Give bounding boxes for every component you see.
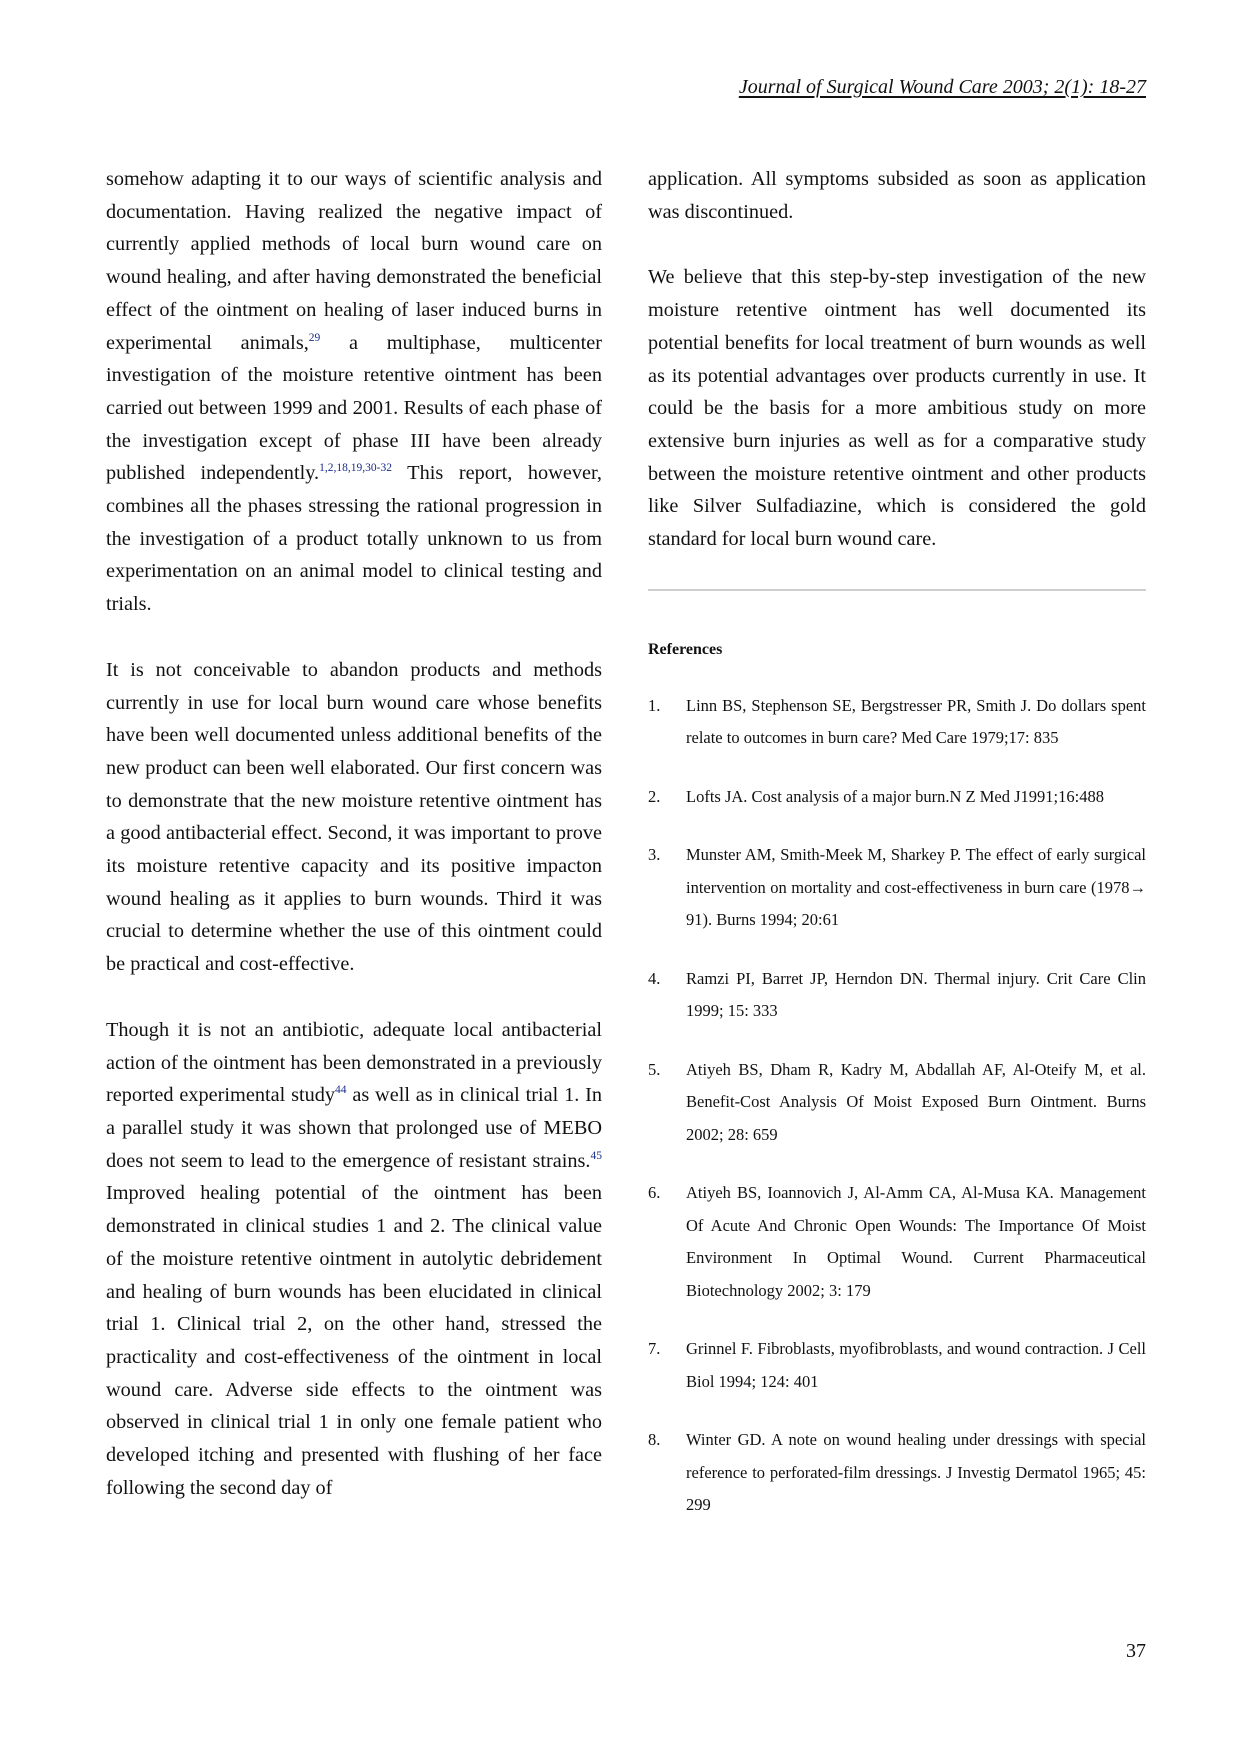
paragraph-1-text-a: somehow adapting it to our ways of scientific analysis and documentation. Having realized the negative impact of currently applied methods of local burn wound care on wound healing, and after having demonstrated the beneficial effect of the ointment on healing of laser induced burns in experimental animals, <box>106 168 602 354</box>
reference-item <box>648 839 1146 937</box>
reference-number: 6. <box>648 1183 661 1203</box>
citation-superscript: 29 <box>308 331 321 344</box>
paragraph-3 <box>106 1014 602 1505</box>
section-divider <box>648 589 1146 591</box>
reference-item <box>648 1054 1146 1152</box>
reference-text: Ramzi PI, Barret JP, Herndon DN. Thermal injury. Crit Care Clin 1999; 15: 333 <box>686 968 1146 1021</box>
right-column <box>648 163 1146 1548</box>
paragraph-3-text-b: as well as in clinical trial 1. In a parallel study it was shown that prolonged use of MEBO does not seem to lead to the emergence of resistant strains. <box>106 1084 602 1172</box>
reference-number: 8. <box>648 1430 661 1450</box>
paragraph-1-text-b: a multiphase, multicenter investigation of the moisture retentive ointment has been carried out between 1999 and 2001. Results of each phase of the investigation except of phase III have been already published independently. <box>106 331 602 485</box>
reference-text: Linn BS, Stephenson SE, Bergstresser PR, Smith J. Do dollars spent relate to outcomes in burn care? Med Care 1979;17: 835 <box>686 695 1146 748</box>
reference-text: Atiyeh BS, Ioannovich J, Al-Amm CA, Al-Musa KA. Management Of Acute And Chronic Open Wounds: The Importance Of Moist Environment In Optimal Wound. Current Pharmaceutical Biotechnology 2002; 3: 179 <box>686 1183 1146 1300</box>
reference-number: 7. <box>648 1339 661 1359</box>
reference-number: 3. <box>648 845 661 865</box>
paragraph-5: We believe that this step-by-step investigation of the new moisture retentive ointment has well documented its potential benefits for local treatment of burn wounds as well as its potential advantages over products currently in use. It could be the basis for a more ambitious study on more extensive burn injuries as well as for a comparative study between the moisture retentive ointment and other products like Silver Sulfadiazine, which is considered the gold standard for local burn wound care. <box>648 266 1146 551</box>
paragraph-3-text-c: Improved healing potential of the ointment has been demonstrated in clinical studies 1 and 2. The clinical value of the moisture retentive ointment in autolytic debridement and healing of burn wounds has been elucidated in clinical trial 1. Clinical trial 2, on the other hand, stressed the practicality and cost-effectiveness of the ointment in local wound care. Adverse side effects to the ointment was observed in clinical trial 1 in only one female patient who developed itching and presented with flushing of her face following the second day of <box>106 1182 602 1499</box>
reference-list <box>648 690 1146 1522</box>
paragraph-1-text-c: This report, however, combines all the phases stressing the rational progression in the investigation of a product totally unknown to us from experimentation on an animal model to clinical testing and trials. <box>106 462 602 616</box>
citation-superscript: 1,2,18,19,30-32 <box>319 462 392 475</box>
citation-superscript: 45 <box>590 1149 602 1162</box>
reference-text: Munster AM, Smith-Meek M, Sharkey P. The effect of early surgical intervention on mortality and cost-effectiveness in burn care (1978→ 91). Burns 1994; 20:61 <box>686 845 1146 930</box>
reference-item <box>648 1424 1146 1522</box>
references-title: References <box>648 640 723 658</box>
page-number: 37 <box>1126 1640 1146 1662</box>
reference-number: 1. <box>648 695 661 715</box>
reference-item <box>648 963 1146 1028</box>
reference-item <box>648 1333 1146 1398</box>
reference-item <box>648 1177 1146 1307</box>
left-column <box>106 163 602 1537</box>
reference-text: Lofts JA. Cost analysis of a major burn.N Z Med J1991;16:488 <box>686 786 1104 806</box>
reference-number: 5. <box>648 1059 661 1079</box>
reference-number: 2. <box>648 786 661 806</box>
paragraph-3-text-a: Though it is not an antibiotic, adequate local antibacterial action of the ointment has been demonstrated in a previously reported experimental study <box>106 1018 602 1107</box>
reference-text: Atiyeh BS, Dham R, Kadry M, Abdallah AF, Al-Oteify M, et al. Benefit-Cost Analysis Of Moist Exposed Burn Ointment. Burns 2002; 28: 659 <box>686 1059 1146 1144</box>
reference-item <box>648 690 1146 755</box>
reference-item <box>648 781 1146 814</box>
reference-text: Grinnel F. Fibroblasts, myofibroblasts, and wound contraction. J Cell Biol 1994; 124: 401 <box>686 1339 1146 1391</box>
paragraph-4: application. All symptoms subsided as soon as application was discontinued. <box>648 168 1146 223</box>
reference-text: Winter GD. A note on wound healing under dressings with special reference to perforated-film dressings. J Investig Dermatol 1965; 45: 299 <box>686 1430 1146 1515</box>
journal-header: Journal of Surgical Wound Care 2003; 2(1): 18-27 <box>738 76 1146 98</box>
paragraph-1 <box>106 163 602 621</box>
reference-number: 4. <box>648 968 661 988</box>
citation-superscript: 44 <box>335 1084 347 1097</box>
paragraph-2: It is not conceivable to abandon products and methods currently in use for local burn wound care whose benefits have been well documented unless additional benefits of the new product can been well elaborated. Our first concern was to demonstrate that the new moisture retentive ointment has a good antibacterial effect. Second, it was important to prove its moisture retentive capacity and its positive impacton wound healing as it applies to burn wounds. Third it was crucial to determine whether the use of this ointment could be practical and cost-effective. <box>106 658 602 976</box>
